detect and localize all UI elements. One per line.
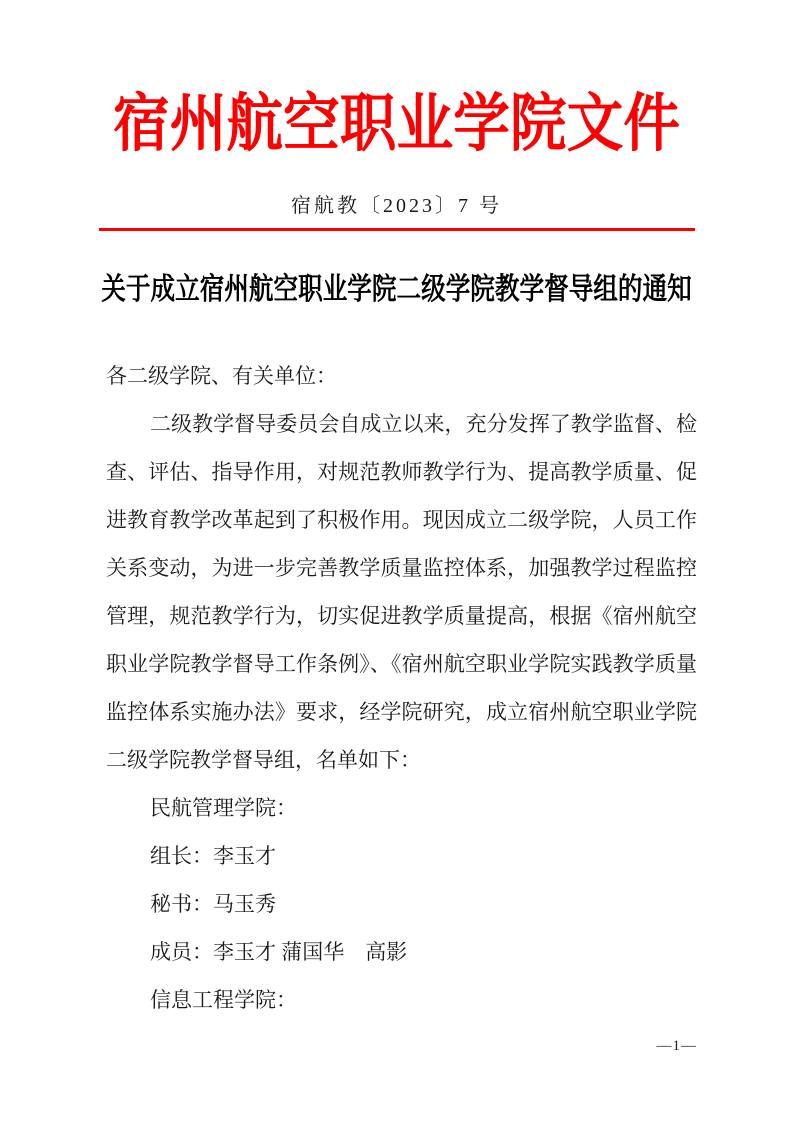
roster-line-members: 成员：李玉才 蒲国华 高影 <box>150 940 408 964</box>
roster-line-secretary: 秘书：马玉秀 <box>150 892 276 916</box>
roster-line-college-information-engineering: 信息工程学院： <box>150 988 297 1012</box>
document-title: 关于成立宿州航空职业学院二级学院教学督导组的通知 <box>101 273 692 306</box>
body-paragraph: 二级教学督导委员会自成立以来，充分发挥了教学监督、检查、评估、指导作用，对规范教师教学行为、提高教学质量、促进教育教学改革起到了积极作用。现因成立二级学院，人员工作关系变动，为进一步完善教学质量监控体系，加强教学过程监控管理，规范教学行为，切实促进教学质量提高，根据《宿州航空职业学院教学督导工作条例》、《宿州航空职业学院实践教学质量监控体系实施办法》要求，经学院研究，成立宿州航空职业学院二级学院教学督导组，名单如下： <box>106 412 697 772</box>
page-number: —1— <box>656 1038 697 1054</box>
document-body <box>106 352 697 1024</box>
document-header-title: 宿州航空职业学院文件 <box>113 89 681 159</box>
document-number: 宿航教〔2023〕7 号 <box>291 195 502 217</box>
roster-line-leader: 组长：李玉才 <box>150 844 276 868</box>
salutation-line: 各二级学院、有关单位： <box>106 364 337 388</box>
red-divider-line <box>99 228 695 231</box>
roster-line-college-civil-aviation: 民航管理学院： <box>150 796 297 820</box>
